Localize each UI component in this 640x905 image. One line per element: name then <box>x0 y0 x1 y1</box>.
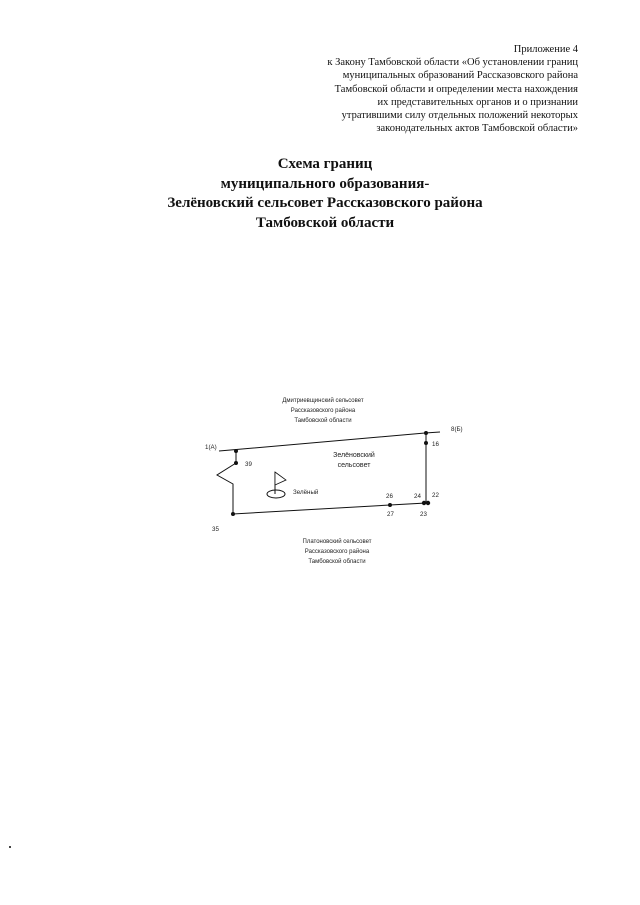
boundary-point <box>426 501 430 505</box>
point-label: 8(Б) <box>451 426 463 433</box>
area-name-line: сельсовет <box>337 462 371 469</box>
point-label: 35 <box>212 526 219 533</box>
boundary-point <box>388 503 392 507</box>
area-name-line: Зелёновский <box>333 452 375 459</box>
appendix-line: к Закону Тамбовской области «Об установлении границ <box>327 57 578 69</box>
point-label: 1(А) <box>205 444 217 451</box>
title-line: Зелёновский сельсовет Рассказовского района <box>167 195 483 211</box>
appendix-line: Приложение 4 <box>513 44 578 55</box>
boundary-point <box>234 449 238 453</box>
title-line: муниципального образования- <box>220 175 430 192</box>
appendix-line: утратившими силу отдельных положений некоторых <box>341 110 578 122</box>
point-label: 22 <box>432 492 439 499</box>
boundary-point <box>422 501 426 505</box>
title-line: Тамбовской области <box>255 214 395 231</box>
appendix-line: муниципальных образований Рассказовского района <box>342 70 578 82</box>
point-label: 27 <box>387 511 394 518</box>
neighbor-south-line: Рассказовского района <box>304 549 370 555</box>
neighbor-south-line: Тамбовской области <box>308 559 366 565</box>
boundary-point <box>424 441 428 445</box>
scan-speck <box>9 846 11 848</box>
neighbor-south-line: Платоновский сельсовет <box>302 539 372 545</box>
appendix-line: их представительных органов и о признании <box>377 96 578 108</box>
boundary-polygon <box>217 433 426 514</box>
boundary-point <box>424 431 428 435</box>
point-label: 16 <box>432 441 439 448</box>
boundary-point <box>231 512 235 516</box>
neighbor-north-line: Дмитриевщинский сельсовет <box>282 398 364 404</box>
boundary-north-line <box>219 432 440 451</box>
neighbor-north-line: Рассказовского района <box>290 408 356 414</box>
administrative-center-flag-icon <box>267 472 286 498</box>
point-label: 23 <box>420 511 427 518</box>
title-line: Схема границ <box>277 156 373 172</box>
neighbor-north-line: Тамбовской области <box>294 418 352 424</box>
appendix-line: Тамбовской области и определении места нахождения <box>334 83 578 95</box>
point-label: 24 <box>414 493 421 500</box>
point-label: 26 <box>386 493 393 500</box>
settlement-label: Зелёный <box>293 489 319 496</box>
appendix-line: законодательных актов Тамбовской области» <box>376 123 578 135</box>
boundary-point <box>234 461 238 465</box>
point-label: 39 <box>245 461 252 468</box>
